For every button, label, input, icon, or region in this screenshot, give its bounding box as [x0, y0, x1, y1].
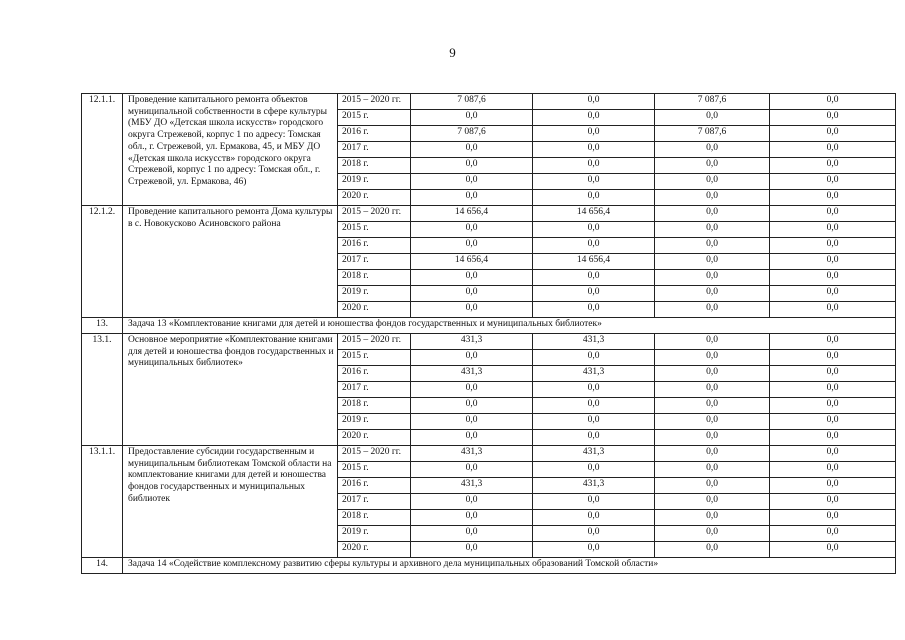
regional-value: 0,0 [655, 222, 770, 238]
federal-value: 0,0 [533, 302, 655, 318]
item-name: Проведение капитального ремонта Дома культуры в с. Новокусково Асиновского района [123, 206, 338, 318]
item-code: 13.1. [82, 334, 123, 446]
year-cell: 2019 г. [338, 174, 411, 190]
regional-value: 0,0 [655, 238, 770, 254]
regional-value: 0,0 [655, 350, 770, 366]
other-value: 0,0 [770, 350, 896, 366]
other-value: 0,0 [770, 510, 896, 526]
item-name: Основное мероприятие «Комплектование книгами для детей и юношества фондов государственных и муниципальных библиотек» [123, 334, 338, 446]
total-value: 0,0 [411, 382, 533, 398]
total-value: 7 087,6 [411, 126, 533, 142]
other-value: 0,0 [770, 398, 896, 414]
regional-value: 0,0 [655, 382, 770, 398]
total-value: 0,0 [411, 510, 533, 526]
regional-value: 0,0 [655, 334, 770, 350]
year-cell: 2017 г. [338, 382, 411, 398]
federal-value: 0,0 [533, 110, 655, 126]
total-value: 0,0 [411, 270, 533, 286]
year-cell: 2017 г. [338, 254, 411, 270]
total-value: 0,0 [411, 110, 533, 126]
other-value: 0,0 [770, 94, 896, 110]
regional-value: 7 087,6 [655, 94, 770, 110]
regional-value: 0,0 [655, 174, 770, 190]
other-value: 0,0 [770, 254, 896, 270]
year-cell: 2016 г. [338, 478, 411, 494]
task-title: Задача 14 «Содействие комплексному развитию сферы культуры и архивного дела муниципальных образований Томской области» [123, 558, 896, 574]
federal-value: 0,0 [533, 222, 655, 238]
other-value: 0,0 [770, 366, 896, 382]
year-cell: 2015 – 2020 гг. [338, 94, 411, 110]
year-cell: 2020 г. [338, 190, 411, 206]
item-name: Проведение капитального ремонта объектов муниципальной собственности в сфере культуры (МБУ ДО «Детская школа искусств» городского округа Стрежевой, корпус 1 по адресу: Томская обл., г. Стрежевой, ул. Ермакова, 45, и МБУ ДО «Детская школа искусств» городского округа Стрежевой, корпус 1 по адресу: Томская обл., г. Стрежевой, ул. Ермакова, 46) [123, 94, 338, 206]
regional-value: 0,0 [655, 478, 770, 494]
item-code: 12.1.1. [82, 94, 123, 206]
year-cell: 2020 г. [338, 542, 411, 558]
total-value: 431,3 [411, 334, 533, 350]
regional-value: 0,0 [655, 398, 770, 414]
task-row [82, 558, 896, 574]
regional-value: 0,0 [655, 270, 770, 286]
regional-value: 0,0 [655, 302, 770, 318]
total-value: 0,0 [411, 286, 533, 302]
total-value: 0,0 [411, 142, 533, 158]
federal-value: 431,3 [533, 366, 655, 382]
year-cell: 2015 – 2020 гг. [338, 446, 411, 462]
federal-value: 0,0 [533, 190, 655, 206]
other-value: 0,0 [770, 526, 896, 542]
federal-value: 14 656,4 [533, 254, 655, 270]
year-cell: 2015 г. [338, 110, 411, 126]
federal-value: 431,3 [533, 446, 655, 462]
federal-value: 14 656,4 [533, 206, 655, 222]
task-title: Задача 13 «Комплектование книгами для детей и юношества фондов государственных и муниципальных библиотек» [123, 318, 896, 334]
table-row [82, 94, 896, 110]
total-value: 0,0 [411, 190, 533, 206]
federal-value: 0,0 [533, 142, 655, 158]
year-cell: 2019 г. [338, 526, 411, 542]
other-value: 0,0 [770, 478, 896, 494]
federal-value: 0,0 [533, 542, 655, 558]
federal-value: 431,3 [533, 334, 655, 350]
table-row [82, 334, 896, 350]
other-value: 0,0 [770, 158, 896, 174]
regional-value: 0,0 [655, 110, 770, 126]
total-value: 0,0 [411, 494, 533, 510]
year-cell: 2015 г. [338, 222, 411, 238]
other-value: 0,0 [770, 334, 896, 350]
federal-value: 0,0 [533, 174, 655, 190]
total-value: 0,0 [411, 158, 533, 174]
federal-value: 0,0 [533, 94, 655, 110]
year-cell: 2020 г. [338, 302, 411, 318]
other-value: 0,0 [770, 302, 896, 318]
other-value: 0,0 [770, 238, 896, 254]
year-cell: 2019 г. [338, 414, 411, 430]
federal-value: 0,0 [533, 126, 655, 142]
year-cell: 2017 г. [338, 494, 411, 510]
federal-value: 0,0 [533, 270, 655, 286]
federal-value: 0,0 [533, 462, 655, 478]
total-value: 0,0 [411, 174, 533, 190]
year-cell: 2018 г. [338, 510, 411, 526]
other-value: 0,0 [770, 110, 896, 126]
other-value: 0,0 [770, 430, 896, 446]
other-value: 0,0 [770, 462, 896, 478]
other-value: 0,0 [770, 174, 896, 190]
other-value: 0,0 [770, 286, 896, 302]
regional-value: 0,0 [655, 366, 770, 382]
year-cell: 2019 г. [338, 286, 411, 302]
other-value: 0,0 [770, 446, 896, 462]
regional-value: 0,0 [655, 142, 770, 158]
task-code: 14. [82, 558, 123, 574]
item-code: 12.1.2. [82, 206, 123, 318]
regional-value: 0,0 [655, 158, 770, 174]
year-cell: 2015 г. [338, 350, 411, 366]
page-number: 9 [449, 45, 456, 60]
year-cell: 2016 г. [338, 366, 411, 382]
other-value: 0,0 [770, 222, 896, 238]
total-value: 0,0 [411, 302, 533, 318]
regional-value: 0,0 [655, 510, 770, 526]
table-row [82, 206, 896, 222]
regional-value: 0,0 [655, 446, 770, 462]
year-cell: 2016 г. [338, 126, 411, 142]
table-body [82, 94, 896, 574]
item-name: Предоставление субсидии государственным и муниципальным библиотекам Томской области на комплектование книгами для детей и юношества фондов государственных и муниципальных библиотек [123, 446, 338, 558]
total-value: 14 656,4 [411, 206, 533, 222]
table-row [82, 446, 896, 462]
total-value: 0,0 [411, 430, 533, 446]
year-cell: 2018 г. [338, 270, 411, 286]
regional-value: 0,0 [655, 206, 770, 222]
total-value: 0,0 [411, 222, 533, 238]
federal-value: 0,0 [533, 382, 655, 398]
other-value: 0,0 [770, 206, 896, 222]
total-value: 0,0 [411, 414, 533, 430]
task-row [82, 318, 896, 334]
total-value: 431,3 [411, 478, 533, 494]
other-value: 0,0 [770, 270, 896, 286]
federal-value: 0,0 [533, 238, 655, 254]
year-cell: 2020 г. [338, 430, 411, 446]
federal-value: 0,0 [533, 510, 655, 526]
year-cell: 2018 г. [338, 398, 411, 414]
other-value: 0,0 [770, 142, 896, 158]
total-value: 0,0 [411, 398, 533, 414]
regional-value: 0,0 [655, 526, 770, 542]
regional-value: 0,0 [655, 462, 770, 478]
federal-value: 431,3 [533, 478, 655, 494]
federal-value: 0,0 [533, 430, 655, 446]
item-code: 13.1.1. [82, 446, 123, 558]
regional-value: 0,0 [655, 430, 770, 446]
other-value: 0,0 [770, 414, 896, 430]
regional-value: 0,0 [655, 254, 770, 270]
other-value: 0,0 [770, 494, 896, 510]
federal-value: 0,0 [533, 414, 655, 430]
regional-value: 0,0 [655, 286, 770, 302]
federal-value: 0,0 [533, 350, 655, 366]
task-code: 13. [82, 318, 123, 334]
other-value: 0,0 [770, 542, 896, 558]
year-cell: 2015 г. [338, 462, 411, 478]
total-value: 0,0 [411, 350, 533, 366]
year-cell: 2016 г. [338, 238, 411, 254]
regional-value: 0,0 [655, 190, 770, 206]
total-value: 0,0 [411, 526, 533, 542]
year-cell: 2017 г. [338, 142, 411, 158]
budget-table [81, 93, 896, 574]
year-cell: 2018 г. [338, 158, 411, 174]
other-value: 0,0 [770, 382, 896, 398]
regional-value: 0,0 [655, 414, 770, 430]
year-cell: 2015 – 2020 гг. [338, 206, 411, 222]
total-value: 0,0 [411, 542, 533, 558]
year-cell: 2015 – 2020 гг. [338, 334, 411, 350]
federal-value: 0,0 [533, 398, 655, 414]
federal-value: 0,0 [533, 526, 655, 542]
total-value: 431,3 [411, 366, 533, 382]
total-value: 0,0 [411, 462, 533, 478]
federal-value: 0,0 [533, 286, 655, 302]
total-value: 7 087,6 [411, 94, 533, 110]
federal-value: 0,0 [533, 158, 655, 174]
total-value: 431,3 [411, 446, 533, 462]
other-value: 0,0 [770, 190, 896, 206]
total-value: 14 656,4 [411, 254, 533, 270]
regional-value: 7 087,6 [655, 126, 770, 142]
regional-value: 0,0 [655, 542, 770, 558]
other-value: 0,0 [770, 126, 896, 142]
federal-value: 0,0 [533, 494, 655, 510]
total-value: 0,0 [411, 238, 533, 254]
regional-value: 0,0 [655, 494, 770, 510]
